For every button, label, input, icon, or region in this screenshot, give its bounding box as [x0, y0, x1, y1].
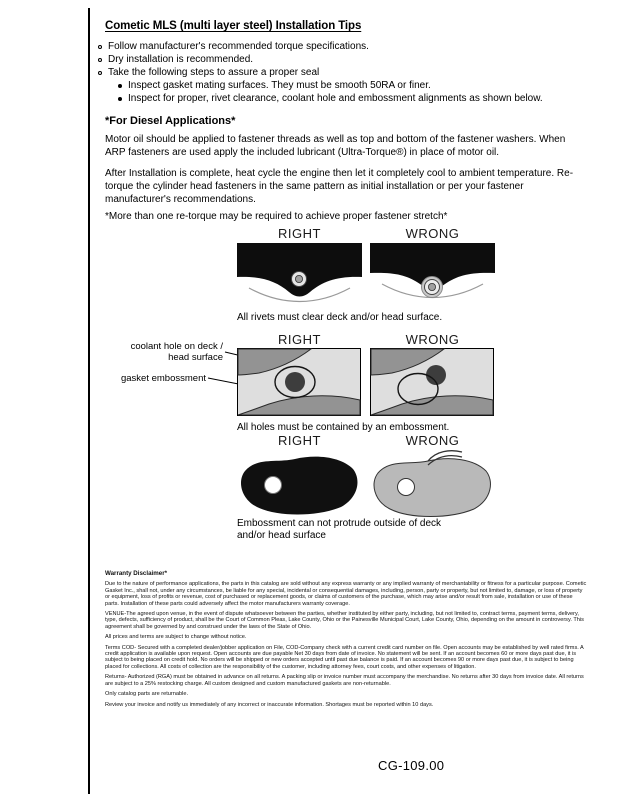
embossment-contain-wrong-figure — [370, 348, 494, 416]
heat-cycle-paragraph: After Installation is complete, heat cycle the engine then let it completely cool to ambient temperature. Re-torque the cylinder head fasteners in the same pattern as initial installation or per your fastener manufacturer's recommendations. — [105, 168, 574, 205]
tip-text: Inspect for proper, rivet clearance, coolant hole and embossment alignments as shown below. — [128, 93, 543, 104]
page-title: Cometic MLS (multi layer steel) Installation Tips — [105, 20, 362, 32]
hollow-bullet-icon — [98, 58, 102, 62]
tip-text: Dry installation is recommended. — [108, 54, 254, 65]
embossment-protrude-wrong-figure — [370, 449, 494, 517]
disclaimer-paragraph: VENUE-The agreed upon venue, in the event of dispute whatsoever between the parties, whether instituted by either party, including, but not limited to, contract terms, payment terms, delivery, type, defects, sufficiency of product, shall be the Court of Common Pleas, Lake County, Ohio or the Painesville Municipal Court, Lake County, Ohio, depending on the amount in controversy. This agreement shall be governed by and construed under the laws of the State of Ohio. — [105, 611, 584, 630]
rivet-clear-wrong-figure — [370, 243, 495, 306]
hollow-bullet-icon — [98, 71, 102, 75]
disclaimer-paragraph: Terms COD- Secured with a completed dealer/jobber application on File, COD-Company check with a current credit card number on file. Open accounts may be established by well rated firms. A credit application is available upon request. Open accounts are due payable Net 30 days from date of invoice. No statement will be sent. If an account becomes 60 or more days past due, it is subject to being placed on credit hold. No orders will be shipped or new orders accepted until past due balance is paid. If an account becomes 90 or more days past due, it is subject to being placed for collections. All costs of collection are the responsibility of the customer, including attorney fees, court costs, and other expenses of litigation. — [105, 644, 584, 670]
wrong-label: WRONG — [405, 332, 460, 347]
wrong-label: WRONG — [405, 433, 460, 448]
warranty-disclaimer — [105, 571, 588, 712]
right-label: RIGHT — [278, 332, 321, 347]
disclaimer-paragraph: Returns- Authorized (RGA) must be obtained in advance on all returns. A packing slip or invoice number must accompany the merchandise. No returns after 30 days from invoice date. All returns are subject to a 25% restocking charge. All custom designed and custom manufactured gaskets are non-returnable. — [105, 674, 584, 687]
hollow-bullet-icon — [98, 45, 102, 49]
coolant-hole-annotation: coolant hole on deck / head surface — [130, 341, 223, 363]
disclaimer-paragraph: Only catalog parts are returnable. — [105, 691, 189, 698]
right-label: RIGHT — [278, 433, 321, 448]
wrong-label: WRONG — [405, 226, 460, 241]
tip-item — [98, 53, 578, 66]
tip-text: Follow manufacturer's recommended torque specifications. — [108, 41, 369, 52]
rivet-clear-right-figure — [237, 243, 362, 306]
diesel-applications-heading: *For Diesel Applications* — [105, 115, 236, 127]
rivet-caption: All rivets must clear deck and/or head surface. — [237, 312, 443, 323]
tip-text: Take the following steps to assure a proper seal — [108, 67, 320, 78]
disclaimer-paragraph: Due to the nature of performance applications, the parts in this catalog are sold without any express warranty or any implied warranty of merchantability or fitness for a particular purpose. Cometic Gasket Inc., shall not, under any circumstances, be liable for any special, incidental or consequential damages, including, person, party or property, but not limited to, damage, or loss of property or equipment, loss of profits or revenue, cost of purchased or replacement goods, or claims of customers of the purchase, which may arise and/or result from sale, installation or use of these parts. Installation of these parts could adversely affect the motor manufacturers warranty coverage. — [105, 581, 587, 607]
tip-sub-item — [118, 79, 578, 92]
motor-oil-paragraph: Motor oil should be applied to fastener threads as well as top and bottom of the fastener washers. When ARP fasteners are used apply the included lubricant (Ultra-Torque®) in place of motor oil. — [105, 134, 566, 158]
disclaimer-heading: Warranty Disclaimer* — [105, 570, 168, 577]
gasket-embossment-annotation: gasket embossment — [120, 373, 206, 384]
right-label: RIGHT — [278, 226, 321, 241]
solid-bullet-icon — [118, 97, 122, 101]
tip-item — [98, 40, 578, 53]
embossment-protrude-right-figure — [237, 449, 361, 517]
tip-sub-item — [118, 92, 578, 105]
installation-tips-list — [98, 40, 578, 105]
disclaimer-paragraph: All prices and terms are subject to change without notice. — [105, 634, 247, 641]
embossment-caption: Embossment can not protrude outside of deck and/or head surface — [237, 518, 442, 541]
retorque-note: *More than one re-torque may be required to achieve proper fastener stretch* — [105, 211, 448, 222]
tip-text: Inspect gasket mating surfaces. They must be smooth 50RA or finer. — [128, 80, 431, 91]
solid-bullet-icon — [118, 84, 122, 88]
left-margin-rule — [88, 8, 90, 794]
page-code: CG-109.00 — [378, 758, 445, 773]
tip-item — [98, 66, 578, 79]
holes-caption: All holes must be contained by an embossment. — [237, 422, 450, 433]
embossment-contain-right-figure — [237, 348, 361, 416]
disclaimer-paragraph: Review your invoice and notify us immediately of any incorrect or inaccurate information. Shortages must be reported within 10 days. — [105, 701, 434, 708]
